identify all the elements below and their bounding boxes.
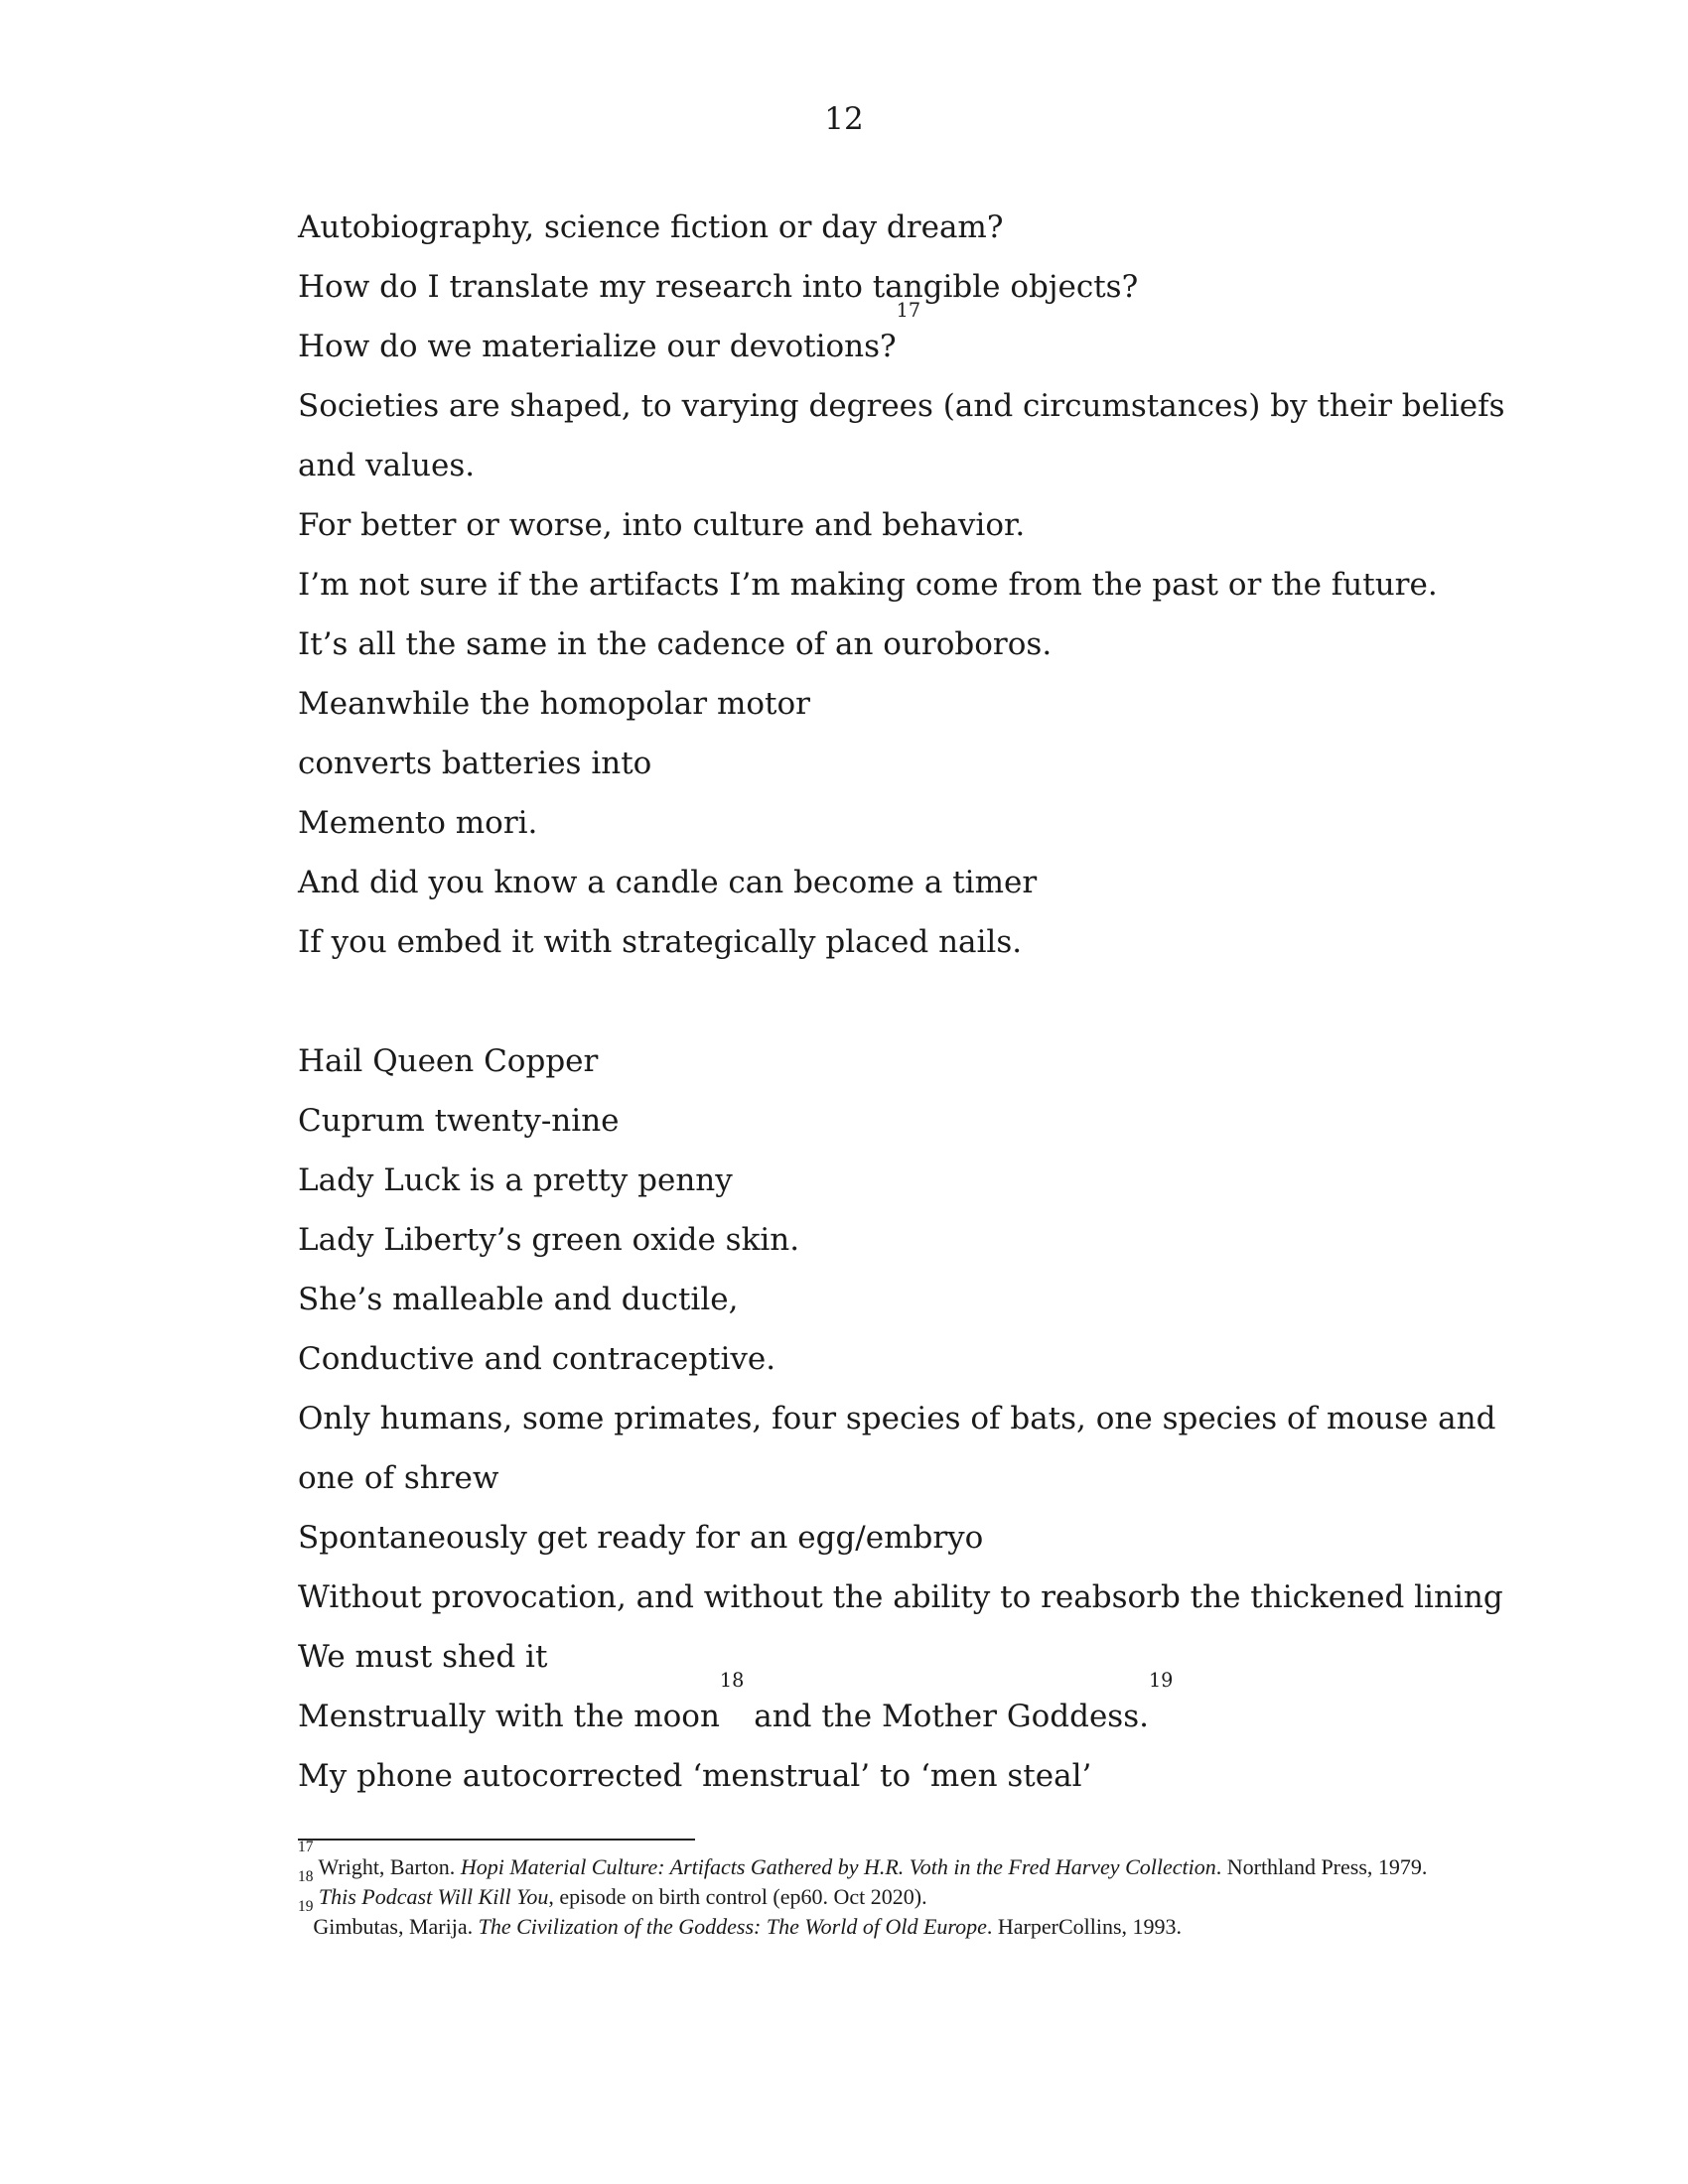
footnote-number: 17	[298, 1839, 314, 1856]
poem-line: For better or worse, into culture and behavior.	[298, 507, 1026, 543]
poem-line-text: Menstrually with the moon	[298, 1699, 720, 1734]
footnote-ref-18[interactable]: 18	[719, 1669, 745, 1693]
footnote-title: The Civilization of the Goddess: The World of Old Europe	[478, 1914, 987, 1939]
footnote-18	[298, 1868, 1450, 1912]
stanza-break	[298, 972, 1489, 1031]
footnote-ref-17[interactable]: 17	[896, 299, 921, 323]
poem-line: Hail Queen Copper	[298, 1043, 599, 1079]
poem-line: Only humans, some primates, four species of bats, one species of mouse and	[298, 1401, 1496, 1436]
poem-line: converts batteries into	[298, 746, 652, 781]
footnotes	[298, 1839, 1450, 1942]
poem-line	[298, 299, 1489, 376]
footnote-number: 18	[298, 1868, 314, 1886]
page-number: 12	[824, 101, 864, 137]
footnote-19	[298, 1898, 1450, 1942]
poem-line: And did you know a candle can become a timer	[298, 865, 1038, 900]
footnote-number: 19	[298, 1898, 314, 1916]
poem-line-text: How do we materialize our devotions?	[298, 329, 897, 364]
poem-line: Societies are shaped, to varying degrees (and circumstances) by their beliefs	[298, 388, 1505, 424]
poem-line: If you embed it with strategically placed nails.	[298, 924, 1023, 960]
footnote-17	[298, 1839, 1450, 1882]
footnote-text: Gimbutas, Marija.	[313, 1914, 479, 1939]
poem-line: Memento mori.	[298, 805, 538, 841]
poem-line: Autobiography, science fiction or day dream?	[298, 209, 1004, 245]
poem-line-text: and the Mother Goddess.	[744, 1699, 1149, 1734]
footnote-title: Hopi Material Culture: Artifacts Gathered by H.R. Voth in the Fred Harvey Collection	[460, 1854, 1216, 1879]
poem-line: I’m not sure if the artifacts I’m making come from the past or the future.	[298, 567, 1438, 603]
poem-line: My phone autocorrected ‘menstrual’ to ‘men steal’	[298, 1758, 1092, 1794]
poem-line	[298, 1669, 1489, 1746]
footnote-text: , episode on birth control (ep60. Oct 2020).	[548, 1884, 927, 1909]
footnote-text: Wright, Barton.	[313, 1854, 461, 1879]
poem-line: We must shed it	[298, 1639, 548, 1675]
poem-line: Conductive and contraceptive.	[298, 1341, 776, 1377]
footnote-text: . Northland Press, 1979.	[1215, 1854, 1428, 1879]
poem-line: It’s all the same in the cadence of an ouroboros.	[298, 626, 1053, 662]
poem-line: one of shrew	[298, 1460, 499, 1496]
poem-line: Lady Liberty’s green oxide skin.	[298, 1222, 800, 1258]
poem-line: How do I translate my research into tangible objects?	[298, 269, 1139, 305]
footnote-separator	[298, 1839, 695, 1841]
footnote-text: . HarperCollins, 1993.	[986, 1914, 1183, 1939]
footnote-ref-19[interactable]: 19	[1148, 1669, 1174, 1693]
poem-line: She’s malleable and ductile,	[298, 1282, 739, 1317]
poem-line: and values.	[298, 448, 476, 483]
poem-line: Meanwhile the homopolar motor	[298, 686, 810, 722]
poem-line: Without provocation, and without the ability to reabsorb the thickened lining	[298, 1579, 1503, 1615]
poem-line: Cuprum twenty-nine	[298, 1103, 620, 1139]
poem-line: Spontaneously get ready for an egg/embryo	[298, 1520, 984, 1556]
poem-line: Lady Luck is a pretty penny	[298, 1162, 733, 1198]
footnote-title: This Podcast Will Kill You	[318, 1884, 549, 1909]
poem-body	[298, 198, 1505, 1806]
